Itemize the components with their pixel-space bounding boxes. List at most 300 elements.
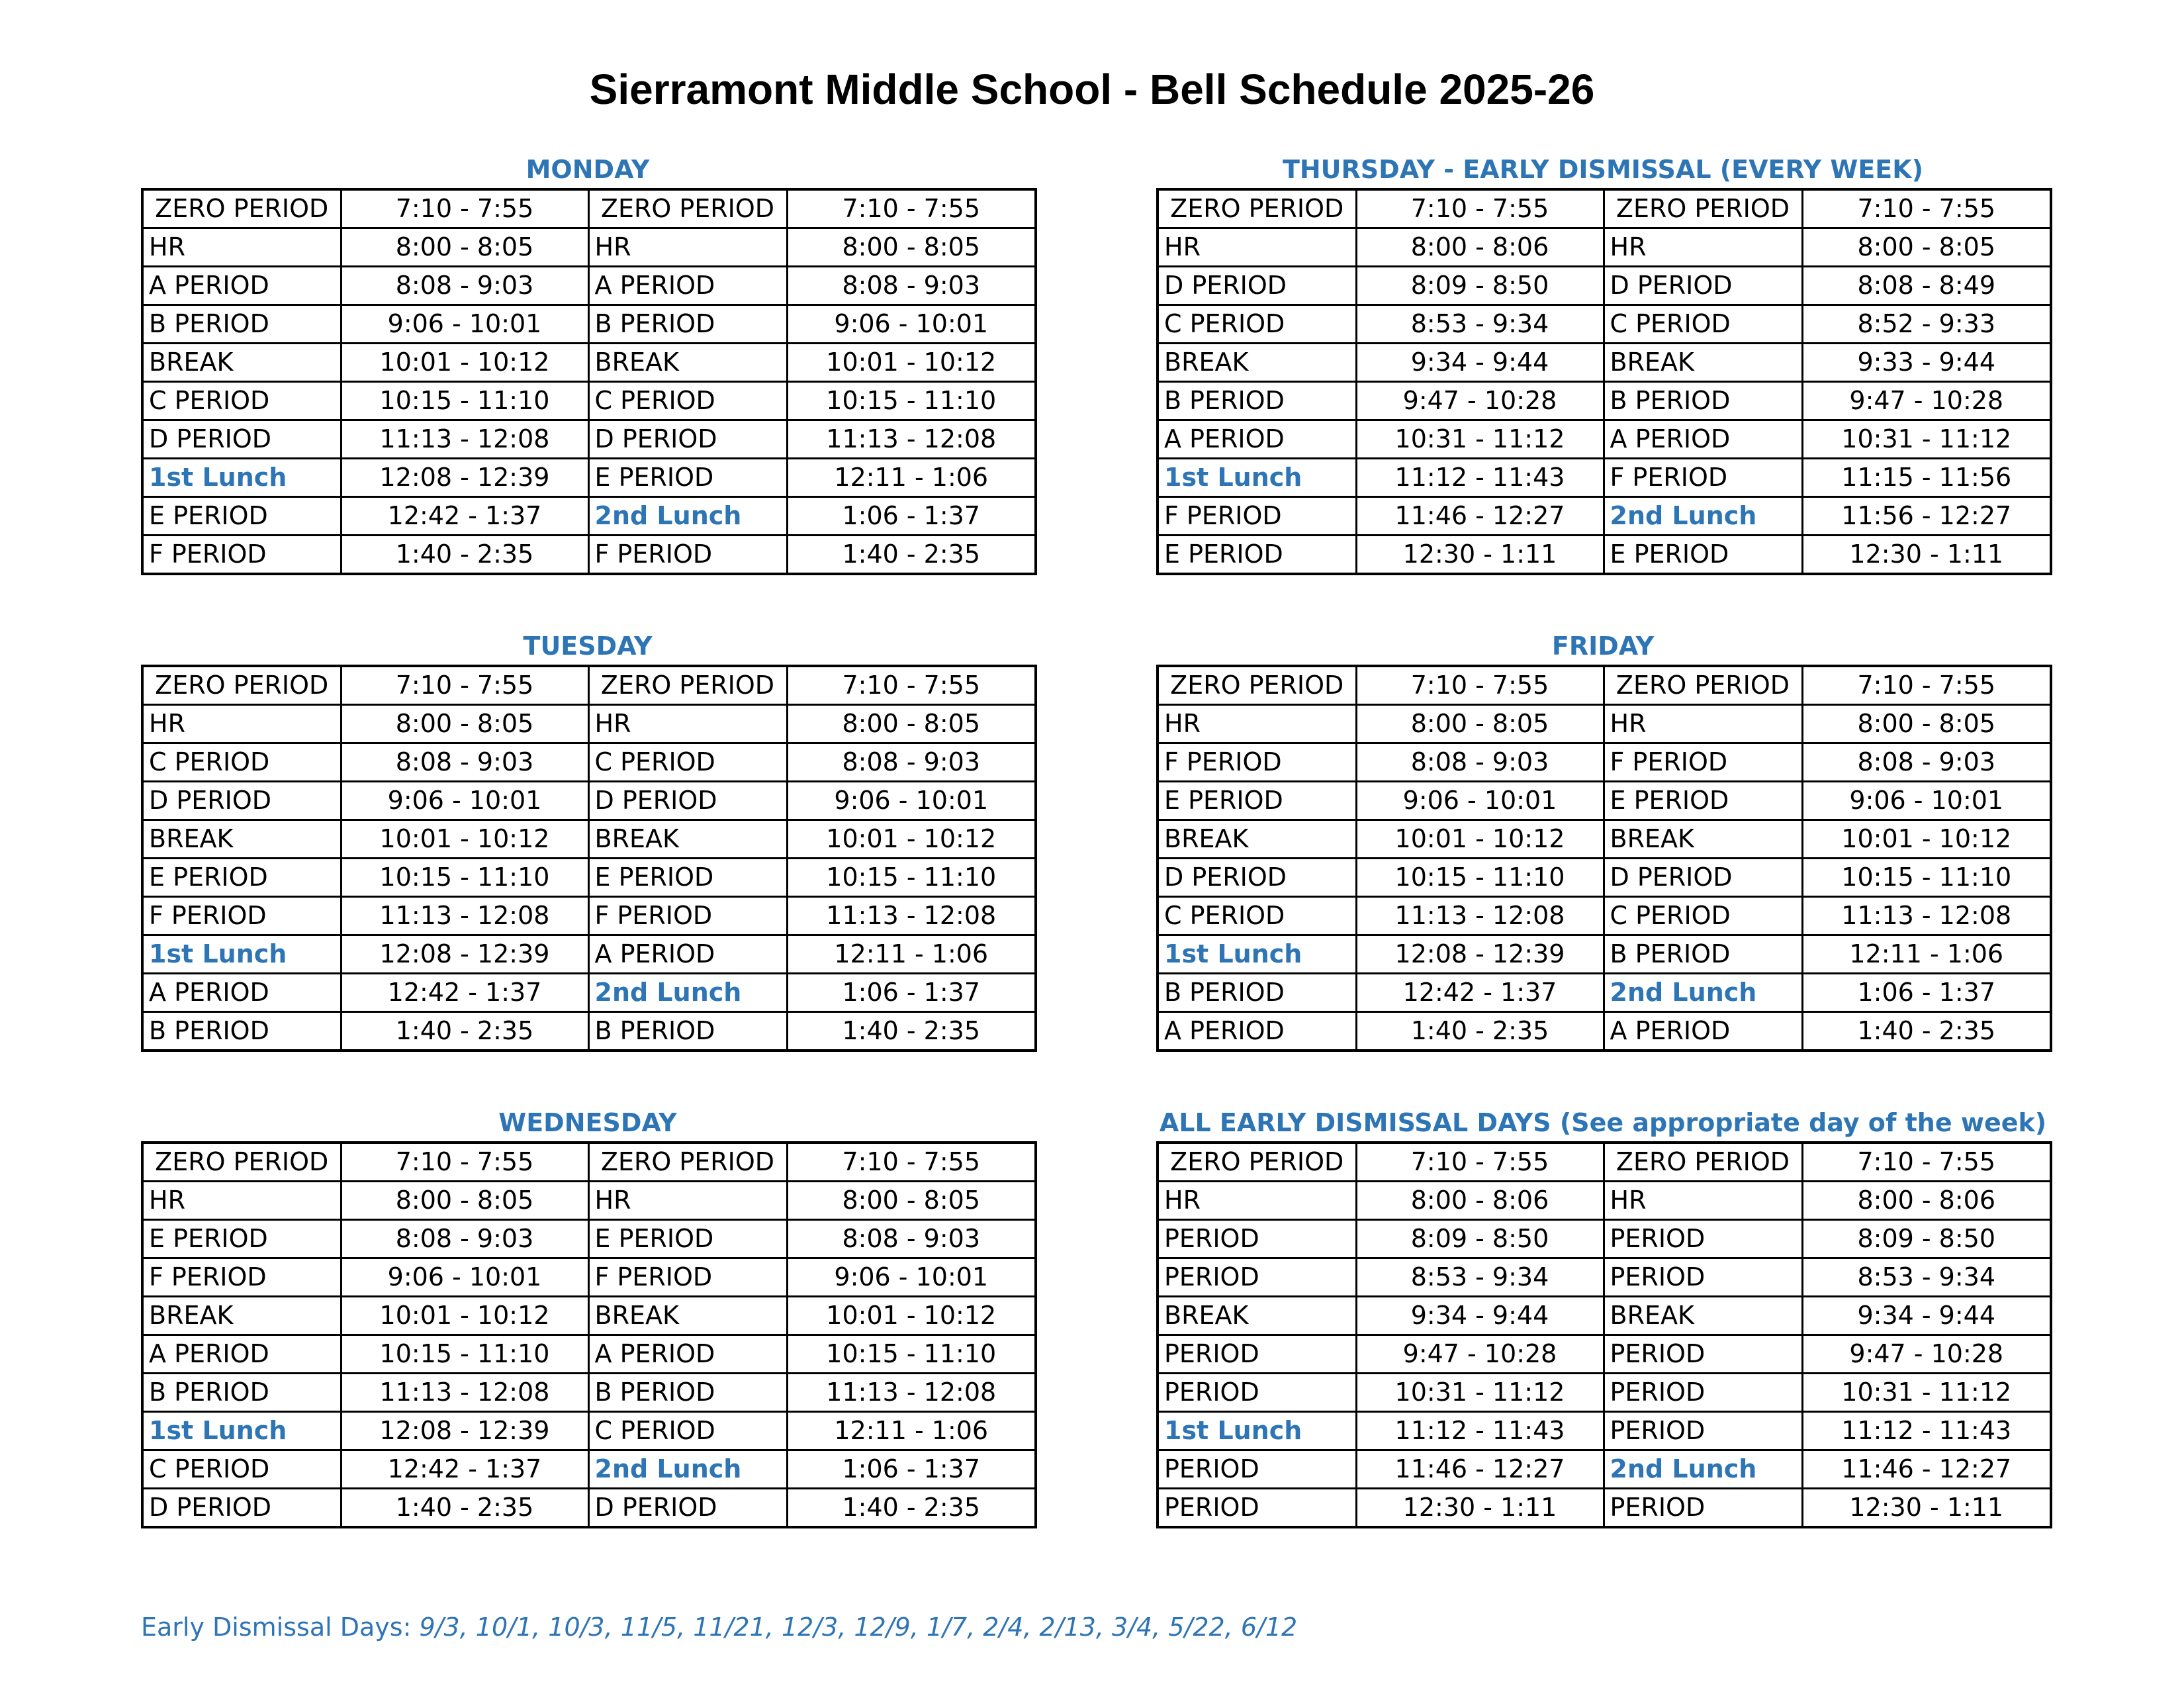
time-cell: 11:13 - 12:08: [341, 1374, 588, 1412]
time-cell: 8:08 - 9:03: [787, 267, 1036, 305]
period-cell: ZERO PERIOD: [142, 189, 341, 228]
period-cell: D PERIOD: [588, 782, 787, 820]
period-cell: HR: [142, 1182, 341, 1220]
table-row: [1158, 1450, 2051, 1489]
table-row: [1158, 1412, 2051, 1450]
period-cell: B PERIOD: [1158, 382, 1356, 420]
period-cell: PERIOD: [1604, 1258, 1802, 1297]
time-cell: 8:08 - 9:03: [341, 743, 588, 782]
time-cell: 1:40 - 2:35: [341, 1012, 588, 1051]
period-cell: PERIOD: [1158, 1489, 1356, 1528]
period-cell: D PERIOD: [142, 1489, 341, 1528]
time-cell: 12:11 - 1:06: [787, 1412, 1036, 1450]
time-cell: 8:00 - 8:05: [787, 705, 1036, 743]
table-row: [142, 859, 1036, 897]
time-cell: 7:10 - 7:55: [1802, 1143, 2051, 1182]
period-cell: PERIOD: [1158, 1220, 1356, 1258]
time-cell: 8:00 - 8:05: [341, 1182, 588, 1220]
period-cell: B PERIOD: [1604, 382, 1802, 420]
period-cell: F PERIOD: [588, 897, 787, 935]
time-cell: 10:01 - 10:12: [341, 1297, 588, 1335]
period-cell: BREAK: [1158, 1297, 1356, 1335]
period-cell: E PERIOD: [1604, 782, 1802, 820]
time-cell: 12:30 - 1:11: [1802, 1489, 2051, 1528]
table-row: [142, 305, 1036, 344]
period-cell: D PERIOD: [142, 782, 341, 820]
schedule-block: [1156, 628, 2050, 1052]
table-row: [1158, 705, 2051, 743]
period-cell: 2nd Lunch: [588, 1450, 787, 1489]
table-row: [142, 1258, 1036, 1297]
day-heading: THURSDAY - EARLY DISMISSAL (EVERY WEEK): [1282, 155, 1924, 184]
period-cell: B PERIOD: [142, 305, 341, 344]
period-cell: F PERIOD: [1604, 743, 1802, 782]
time-cell: 8:00 - 8:05: [341, 705, 588, 743]
time-cell: 8:08 - 9:03: [787, 743, 1036, 782]
time-cell: 7:10 - 7:55: [1356, 189, 1604, 228]
time-cell: 10:15 - 11:10: [787, 1335, 1036, 1374]
period-cell: ZERO PERIOD: [1158, 1143, 1356, 1182]
time-cell: 7:10 - 7:55: [1356, 666, 1604, 705]
period-cell: E PERIOD: [1158, 536, 1356, 575]
day-heading: MONDAY: [525, 155, 650, 184]
period-cell: A PERIOD: [588, 935, 787, 974]
period-cell: ZERO PERIOD: [1604, 189, 1802, 228]
time-cell: 11:46 - 12:27: [1356, 497, 1604, 536]
period-cell: 2nd Lunch: [1604, 974, 1802, 1012]
period-cell: 1st Lunch: [1158, 935, 1356, 974]
table-row: [1158, 820, 2051, 859]
period-cell: PERIOD: [1604, 1220, 1802, 1258]
period-cell: ZERO PERIOD: [142, 666, 341, 705]
period-cell: HR: [1604, 705, 1802, 743]
time-cell: 11:13 - 12:08: [1802, 897, 2051, 935]
period-cell: PERIOD: [1604, 1489, 1802, 1528]
day-heading: FRIDAY: [1551, 632, 1655, 661]
schedule-table: [1156, 1141, 2052, 1528]
time-cell: 1:40 - 2:35: [787, 1012, 1036, 1051]
period-cell: D PERIOD: [142, 420, 341, 459]
time-cell: 10:15 - 11:10: [341, 382, 588, 420]
table-row: [1158, 497, 2051, 536]
period-cell: F PERIOD: [1158, 497, 1356, 536]
time-cell: 10:15 - 11:10: [787, 382, 1036, 420]
period-cell: B PERIOD: [588, 1374, 787, 1412]
time-cell: 7:10 - 7:55: [1802, 189, 2051, 228]
table-row: [1158, 267, 2051, 305]
period-cell: A PERIOD: [142, 1335, 341, 1374]
time-cell: 12:42 - 1:37: [341, 974, 588, 1012]
time-cell: 7:10 - 7:55: [787, 1143, 1036, 1182]
time-cell: 10:31 - 11:12: [1356, 420, 1604, 459]
period-cell: 2nd Lunch: [1604, 1450, 1802, 1489]
time-cell: 12:30 - 1:11: [1802, 536, 2051, 575]
table-row: [1158, 666, 2051, 705]
time-cell: 8:53 - 9:34: [1356, 305, 1604, 344]
time-cell: 10:31 - 11:12: [1356, 1374, 1604, 1412]
time-cell: 12:42 - 1:37: [341, 497, 588, 536]
table-row: [142, 782, 1036, 820]
time-cell: 10:31 - 11:12: [1802, 1374, 2051, 1412]
table-row: [142, 666, 1036, 705]
schedule-table: [1156, 665, 2052, 1052]
period-cell: F PERIOD: [142, 897, 341, 935]
time-cell: 9:47 - 10:28: [1356, 1335, 1604, 1374]
time-cell: 8:00 - 8:05: [341, 228, 588, 267]
period-cell: PERIOD: [1604, 1412, 1802, 1450]
day-heading: ALL EARLY DISMISSAL DAYS (See appropriate day of the week): [1159, 1108, 2047, 1137]
time-cell: 7:10 - 7:55: [1356, 1143, 1604, 1182]
time-cell: 8:08 - 9:03: [341, 267, 588, 305]
table-row: [142, 897, 1036, 935]
table-row: [1158, 1297, 2051, 1335]
day-heading: WEDNESDAY: [498, 1108, 677, 1137]
table-row: [1158, 1182, 2051, 1220]
time-cell: 10:01 - 10:12: [1802, 820, 2051, 859]
period-cell: C PERIOD: [142, 382, 341, 420]
time-cell: 11:13 - 12:08: [341, 420, 588, 459]
period-cell: PERIOD: [1158, 1450, 1356, 1489]
time-cell: 1:06 - 1:37: [787, 974, 1036, 1012]
table-row: [142, 1143, 1036, 1182]
period-cell: BREAK: [588, 1297, 787, 1335]
period-cell: HR: [1158, 228, 1356, 267]
period-cell: BREAK: [142, 1297, 341, 1335]
period-cell: BREAK: [588, 344, 787, 382]
table-row: [142, 497, 1036, 536]
table-row: [1158, 344, 2051, 382]
time-cell: 10:01 - 10:12: [341, 820, 588, 859]
time-cell: 10:31 - 11:12: [1802, 420, 2051, 459]
time-cell: 10:15 - 11:10: [787, 859, 1036, 897]
time-cell: 8:53 - 9:34: [1356, 1258, 1604, 1297]
period-cell: B PERIOD: [142, 1374, 341, 1412]
period-cell: E PERIOD: [1158, 782, 1356, 820]
period-cell: C PERIOD: [1158, 897, 1356, 935]
table-row: [1158, 1258, 2051, 1297]
time-cell: 8:00 - 8:05: [787, 1182, 1036, 1220]
time-cell: 8:53 - 9:34: [1802, 1258, 2051, 1297]
period-cell: ZERO PERIOD: [1158, 666, 1356, 705]
time-cell: 11:13 - 12:08: [787, 1374, 1036, 1412]
period-cell: A PERIOD: [1158, 420, 1356, 459]
time-cell: 9:06 - 10:01: [341, 305, 588, 344]
table-row: [142, 974, 1036, 1012]
table-row: [142, 344, 1036, 382]
time-cell: 11:12 - 11:43: [1356, 1412, 1604, 1450]
time-cell: 1:40 - 2:35: [341, 536, 588, 575]
period-cell: D PERIOD: [1158, 859, 1356, 897]
time-cell: 9:34 - 9:44: [1802, 1297, 2051, 1335]
schedule-block: [141, 628, 1034, 1052]
time-cell: 12:08 - 12:39: [1356, 935, 1604, 974]
table-row: [1158, 459, 2051, 497]
period-cell: ZERO PERIOD: [142, 1143, 341, 1182]
time-cell: 8:00 - 8:06: [1356, 228, 1604, 267]
time-cell: 8:08 - 9:03: [1802, 743, 2051, 782]
period-cell: BREAK: [1604, 344, 1802, 382]
period-cell: A PERIOD: [1604, 420, 1802, 459]
period-cell: B PERIOD: [142, 1012, 341, 1051]
period-cell: HR: [1158, 1182, 1356, 1220]
period-cell: C PERIOD: [588, 1412, 787, 1450]
period-cell: BREAK: [588, 820, 787, 859]
period-cell: D PERIOD: [588, 420, 787, 459]
time-cell: 9:06 - 10:01: [341, 782, 588, 820]
period-cell: HR: [142, 705, 341, 743]
time-cell: 11:13 - 12:08: [1356, 897, 1604, 935]
period-cell: HR: [588, 228, 787, 267]
table-row: [142, 1297, 1036, 1335]
table-row: [1158, 1489, 2051, 1528]
table-row: [1158, 1374, 2051, 1412]
table-row: [1158, 189, 2051, 228]
table-row: [142, 228, 1036, 267]
time-cell: 9:06 - 10:01: [787, 1258, 1036, 1297]
period-cell: HR: [1158, 705, 1356, 743]
time-cell: 8:08 - 8:49: [1802, 267, 2051, 305]
table-row: [1158, 228, 2051, 267]
period-cell: B PERIOD: [1158, 974, 1356, 1012]
time-cell: 8:09 - 8:50: [1356, 267, 1604, 305]
period-cell: F PERIOD: [588, 1258, 787, 1297]
period-cell: C PERIOD: [588, 743, 787, 782]
period-cell: 1st Lunch: [142, 459, 341, 497]
period-cell: D PERIOD: [588, 1489, 787, 1528]
time-cell: 11:12 - 11:43: [1802, 1412, 2051, 1450]
time-cell: 8:08 - 9:03: [341, 1220, 588, 1258]
time-cell: 1:40 - 2:35: [341, 1489, 588, 1528]
period-cell: ZERO PERIOD: [1158, 189, 1356, 228]
time-cell: 8:09 - 8:50: [1356, 1220, 1604, 1258]
period-cell: BREAK: [1158, 820, 1356, 859]
time-cell: 10:01 - 10:12: [341, 344, 588, 382]
period-cell: A PERIOD: [1158, 1012, 1356, 1051]
table-row: [142, 1450, 1036, 1489]
period-cell: F PERIOD: [1158, 743, 1356, 782]
page-title: Sierramont Middle School - Bell Schedule 2025-26: [589, 66, 1595, 113]
table-row: [142, 820, 1036, 859]
period-cell: PERIOD: [1158, 1335, 1356, 1374]
period-cell: C PERIOD: [1158, 305, 1356, 344]
time-cell: 7:10 - 7:55: [787, 666, 1036, 705]
period-cell: C PERIOD: [142, 1450, 341, 1489]
time-cell: 1:40 - 2:35: [1356, 1012, 1604, 1051]
time-cell: 8:52 - 9:33: [1802, 305, 2051, 344]
period-cell: PERIOD: [1604, 1374, 1802, 1412]
table-row: [1158, 382, 2051, 420]
time-cell: 9:47 - 10:28: [1802, 382, 2051, 420]
period-cell: E PERIOD: [588, 1220, 787, 1258]
table-row: [1158, 420, 2051, 459]
time-cell: 1:40 - 2:35: [1802, 1012, 2051, 1051]
period-cell: HR: [1604, 228, 1802, 267]
time-cell: 7:10 - 7:55: [787, 189, 1036, 228]
time-cell: 1:06 - 1:37: [787, 1450, 1036, 1489]
time-cell: 12:08 - 12:39: [341, 1412, 588, 1450]
period-cell: BREAK: [142, 344, 341, 382]
period-cell: C PERIOD: [588, 382, 787, 420]
time-cell: 10:01 - 10:12: [787, 1297, 1036, 1335]
time-cell: 7:10 - 7:55: [1802, 666, 2051, 705]
period-cell: HR: [1604, 1182, 1802, 1220]
period-cell: C PERIOD: [1604, 897, 1802, 935]
table-row: [142, 743, 1036, 782]
period-cell: E PERIOD: [1604, 536, 1802, 575]
time-cell: 11:46 - 12:27: [1802, 1450, 2051, 1489]
time-cell: 9:06 - 10:01: [787, 305, 1036, 344]
period-cell: PERIOD: [1604, 1335, 1802, 1374]
table-row: [142, 935, 1036, 974]
time-cell: 9:34 - 9:44: [1356, 344, 1604, 382]
table-row: [1158, 536, 2051, 575]
period-cell: F PERIOD: [142, 536, 341, 575]
table-row: [142, 536, 1036, 575]
table-row: [1158, 1220, 2051, 1258]
time-cell: 12:30 - 1:11: [1356, 536, 1604, 575]
period-cell: PERIOD: [1158, 1258, 1356, 1297]
table-row: [142, 1182, 1036, 1220]
time-cell: 9:06 - 10:01: [1356, 782, 1604, 820]
time-cell: 8:00 - 8:05: [787, 228, 1036, 267]
time-cell: 10:15 - 11:10: [1802, 859, 2051, 897]
time-cell: 7:10 - 7:55: [341, 1143, 588, 1182]
time-cell: 12:11 - 1:06: [787, 459, 1036, 497]
time-cell: 9:33 - 9:44: [1802, 344, 2051, 382]
period-cell: D PERIOD: [1604, 267, 1802, 305]
table-row: [142, 459, 1036, 497]
time-cell: 11:15 - 11:56: [1802, 459, 2051, 497]
time-cell: 9:06 - 10:01: [787, 782, 1036, 820]
table-row: [142, 267, 1036, 305]
table-row: [1158, 897, 2051, 935]
time-cell: 8:09 - 8:50: [1802, 1220, 2051, 1258]
period-cell: D PERIOD: [1158, 267, 1356, 305]
time-cell: 12:11 - 1:06: [1802, 935, 2051, 974]
schedule-table: [141, 188, 1037, 575]
table-row: [142, 1335, 1036, 1374]
period-cell: ZERO PERIOD: [588, 189, 787, 228]
period-cell: 1st Lunch: [1158, 459, 1356, 497]
period-cell: BREAK: [1158, 344, 1356, 382]
time-cell: 11:56 - 12:27: [1802, 497, 2051, 536]
time-cell: 9:06 - 10:01: [341, 1258, 588, 1297]
time-cell: 8:00 - 8:06: [1356, 1182, 1604, 1220]
time-cell: 9:47 - 10:28: [1802, 1335, 2051, 1374]
period-cell: A PERIOD: [588, 1335, 787, 1374]
day-heading: TUESDAY: [523, 632, 653, 661]
period-cell: F PERIOD: [1604, 459, 1802, 497]
period-cell: 1st Lunch: [142, 1412, 341, 1450]
time-cell: 12:30 - 1:11: [1356, 1489, 1604, 1528]
time-cell: 1:40 - 2:35: [787, 536, 1036, 575]
period-cell: E PERIOD: [588, 859, 787, 897]
time-cell: 10:01 - 10:12: [787, 820, 1036, 859]
time-cell: 10:15 - 11:10: [341, 859, 588, 897]
period-cell: A PERIOD: [1604, 1012, 1802, 1051]
schedule-table: [1156, 188, 2052, 575]
time-cell: 8:00 - 8:05: [1802, 228, 2051, 267]
table-row: [142, 1220, 1036, 1258]
period-cell: F PERIOD: [588, 536, 787, 575]
period-cell: 2nd Lunch: [1604, 497, 1802, 536]
period-cell: F PERIOD: [142, 1258, 341, 1297]
period-cell: A PERIOD: [588, 267, 787, 305]
table-row: [142, 705, 1036, 743]
period-cell: B PERIOD: [588, 305, 787, 344]
table-row: [142, 1489, 1036, 1528]
table-row: [1158, 782, 2051, 820]
period-cell: D PERIOD: [1604, 859, 1802, 897]
period-cell: BREAK: [1604, 820, 1802, 859]
table-row: [1158, 974, 2051, 1012]
early-dismissal-note: [141, 1609, 1297, 1646]
table-row: [1158, 1012, 2051, 1051]
period-cell: E PERIOD: [142, 497, 341, 536]
time-cell: 8:00 - 8:05: [1802, 705, 2051, 743]
schedule-block: [1156, 151, 2050, 575]
time-cell: 7:10 - 7:55: [341, 189, 588, 228]
period-cell: BREAK: [1604, 1297, 1802, 1335]
table-row: [1158, 1143, 2051, 1182]
schedule-table: [141, 665, 1037, 1052]
table-row: [142, 1012, 1036, 1051]
table-row: [142, 189, 1036, 228]
period-cell: ZERO PERIOD: [1604, 1143, 1802, 1182]
time-cell: 10:15 - 11:10: [1356, 859, 1604, 897]
period-cell: A PERIOD: [142, 974, 341, 1012]
period-cell: PERIOD: [1158, 1374, 1356, 1412]
period-cell: B PERIOD: [1604, 935, 1802, 974]
time-cell: 8:00 - 8:05: [1356, 705, 1604, 743]
period-cell: ZERO PERIOD: [1604, 666, 1802, 705]
period-cell: ZERO PERIOD: [588, 1143, 787, 1182]
time-cell: 9:34 - 9:44: [1356, 1297, 1604, 1335]
time-cell: 8:08 - 9:03: [1356, 743, 1604, 782]
table-row: [1158, 1335, 2051, 1374]
period-cell: 2nd Lunch: [588, 497, 787, 536]
time-cell: 7:10 - 7:55: [341, 666, 588, 705]
period-cell: BREAK: [142, 820, 341, 859]
schedule-table: [141, 1141, 1037, 1528]
table-row: [1158, 305, 2051, 344]
time-cell: 9:47 - 10:28: [1356, 382, 1604, 420]
table-row: [142, 1412, 1036, 1450]
early-dismissal-label: Early Dismissal Days:: [141, 1613, 420, 1642]
time-cell: 12:11 - 1:06: [787, 935, 1036, 974]
period-cell: C PERIOD: [1604, 305, 1802, 344]
schedule-block: [1156, 1104, 2050, 1528]
schedule-block: [141, 1104, 1034, 1528]
period-cell: A PERIOD: [142, 267, 341, 305]
time-cell: 10:01 - 10:12: [787, 344, 1036, 382]
time-cell: 1:06 - 1:37: [1802, 974, 2051, 1012]
time-cell: 1:06 - 1:37: [787, 497, 1036, 536]
schedule-block: [141, 151, 1034, 575]
time-cell: 10:15 - 11:10: [341, 1335, 588, 1374]
period-cell: E PERIOD: [142, 1220, 341, 1258]
time-cell: 11:46 - 12:27: [1356, 1450, 1604, 1489]
period-cell: HR: [588, 1182, 787, 1220]
table-row: [142, 420, 1036, 459]
period-cell: B PERIOD: [588, 1012, 787, 1051]
time-cell: 12:08 - 12:39: [341, 459, 588, 497]
time-cell: 8:00 - 8:06: [1802, 1182, 2051, 1220]
period-cell: 1st Lunch: [1158, 1412, 1356, 1450]
time-cell: 11:13 - 12:08: [341, 897, 588, 935]
time-cell: 9:06 - 10:01: [1802, 782, 2051, 820]
time-cell: 12:42 - 1:37: [341, 1450, 588, 1489]
